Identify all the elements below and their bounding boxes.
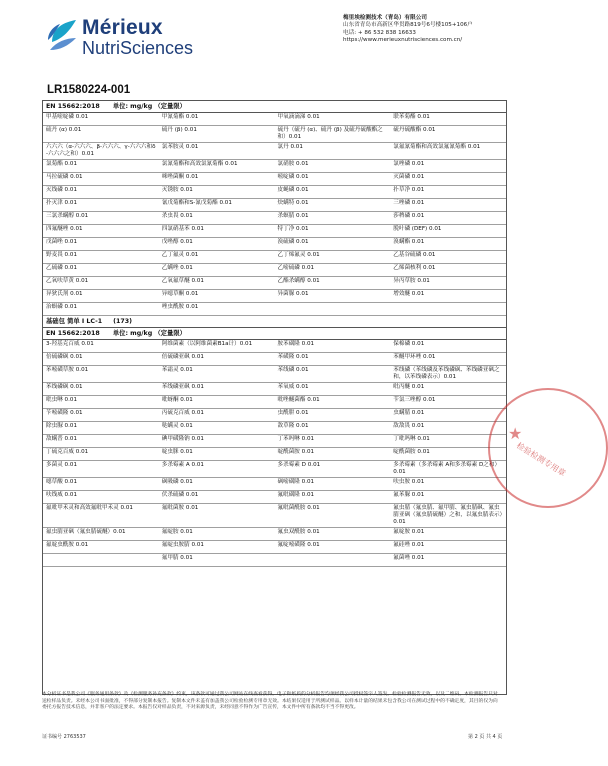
analyte-cell: 碘甲磺隆钠 0.01: [159, 435, 275, 448]
table-row: [43, 173, 506, 186]
analyte-cell: 异菌脲 0.01: [275, 290, 391, 303]
analyte-cell: 乙嘧硫磷 0.01: [275, 264, 391, 277]
analyte-cell: 异丙草胺 0.01: [390, 277, 506, 290]
analyte-cell: 灭锈胺 0.01: [159, 186, 275, 199]
table-row: [43, 251, 506, 264]
table-row: [43, 199, 506, 212]
package-count: (173): [113, 318, 133, 325]
table-row: [43, 478, 506, 491]
analyte-cell: 乙氧呋草黄 0.01: [43, 277, 159, 290]
analyte-cell: 硫丹（硫丹 (α)、硫丹 (β) 及硫丹硫酸酯之和）0.01: [275, 126, 391, 143]
analyte-cell: 苯线磷亚砜 0.01: [159, 383, 275, 396]
analyte-cell: 硫丹 (β) 0.01: [159, 126, 275, 143]
merieux-logo: [46, 14, 236, 62]
analyte-cell: 硫丹硫酸酯 0.01: [390, 126, 506, 143]
analyte-cell: 苯线磷（苯线磷及苯线磷砜、苯线磷亚砜之和，以苯线磷表示）0.01: [390, 366, 506, 383]
analyte-cell: 氯氰菊酯和高效氯氰菊酯 0.01: [159, 160, 275, 173]
analyte-cell: [390, 303, 506, 316]
stamp-text: 检验检测专用章: [514, 440, 568, 479]
analyte-cell: 甲氰菊酯 0.01: [159, 113, 275, 126]
analyte-cell: 乙硫磷 0.01: [43, 264, 159, 277]
analyte-cell: 氟菌唑 0.01: [390, 554, 506, 567]
analyte-cell: 啶虫脒 0.01: [159, 448, 275, 461]
analyte-cell: 3-羟基克百威 0.01: [43, 340, 159, 353]
analyte-cell: 苯线磷砜 0.01: [43, 383, 159, 396]
analyte-cell: 倍硫磷砜 0.01: [43, 353, 159, 366]
analyte-cell: 啶酰菌胺 0.01: [275, 448, 391, 461]
analyte-cell: 乙螨唑 0.01: [159, 264, 275, 277]
analyte-cell: 丁吡吗啉 0.01: [390, 435, 506, 448]
analyte-cell: 四氯硝基苯 0.01: [159, 225, 275, 238]
table-row: [43, 504, 506, 528]
analyte-cell: 阿维菌素（以阿维菌素B1a计）0.01: [159, 340, 275, 353]
analyte-cell: [275, 554, 391, 567]
analyte-cell: 乙基谷硫磷 0.01: [390, 251, 506, 264]
analyte-cell: 唑虫酰胺 0.01: [159, 303, 275, 316]
analyte-cell: 杀虫畏 0.01: [159, 212, 275, 225]
analyte-cell: 氟吡磺隆 0.01: [275, 491, 391, 504]
analyte-cell: 联苯菊酯 0.01: [390, 113, 506, 126]
logo-line1: Mérieux: [82, 16, 163, 39]
analyte-cell: 乙烯菌核利 0.01: [390, 264, 506, 277]
logo-line2: NutriSciences: [82, 38, 194, 58]
analyte-cell: 溴螨酯 0.01: [390, 238, 506, 251]
results-table: [42, 100, 507, 695]
analyte-cell: 丙硫克百威 0.01: [159, 409, 275, 422]
analyte-cell: 氟虫腈（氟虫腈、氟甲腈、氟虫腈砜、氟虫腈亚砜（氟虫腈硫醚）之和，以氟虫腈表示）0.01: [390, 504, 506, 528]
analyte-cell: 苯线磷 0.01: [275, 366, 391, 383]
analyte-cell: 氟虫腈亚砜（氟虫腈硫醚）0.01: [43, 528, 159, 541]
company-phone: 电话: + 86 532 838 16633: [343, 29, 416, 36]
analyte-cell: [43, 554, 159, 567]
analyte-cell: 噁草酸 0.01: [43, 478, 159, 491]
analyte-cell: 增效醚 0.01: [390, 290, 506, 303]
analyte-cell: 戊唑醇 0.01: [159, 238, 275, 251]
analyte-cell: 乙丁氟灵 0.01: [159, 251, 275, 264]
analyte-cell: 啶酰菌胺 0.01: [390, 448, 506, 461]
analyte-cell: 敌草隆 0.01: [275, 422, 391, 435]
analyte-cell: 吡虫啉 0.01: [43, 396, 159, 409]
analyte-cell: 氟苯脲 0.01: [390, 491, 506, 504]
analyte-cell: 异噁草酮 0.01: [159, 290, 275, 303]
analyte-cell: 异狄氏剂 0.01: [43, 290, 159, 303]
analyte-cell: 砜吸磷 0.01: [159, 478, 275, 491]
analyte-cell: 多杀霉素 D 0.01: [275, 461, 391, 478]
analyte-cell: 苯霜灵 0.01: [159, 366, 275, 383]
table-row: [43, 422, 506, 435]
analyte-cell: 氟吡菌胺 0.01: [159, 504, 275, 528]
analyte-cell: 乙丁烯氟灵 0.01: [275, 251, 391, 264]
analyte-cell: 马拉硫磷 0.01: [43, 173, 159, 186]
table-row: [43, 126, 506, 143]
analyte-cell: 苯磺隆 0.01: [275, 353, 391, 366]
table-row: [43, 212, 506, 225]
analyte-cell: 氟啶嘧磺隆 0.01: [275, 541, 391, 554]
analyte-cell: 氯菊酯 0.01: [43, 160, 159, 173]
table-row: [43, 541, 506, 554]
analyte-cell: 虫酰肼 0.01: [275, 409, 391, 422]
analyte-cell: [275, 303, 391, 316]
analyte-cell: 氟虫双酰胺 0.01: [275, 528, 391, 541]
analyte-cell: 吡蚜酮 0.01: [159, 396, 275, 409]
table-row: [43, 290, 506, 303]
analyte-cell: 丁硫克百威 0.01: [43, 448, 159, 461]
analyte-cell: 多杀霉素 A 0.01: [159, 461, 275, 478]
analyte-cell: 氯苯胺灵 0.01: [159, 143, 275, 160]
analyte-cell: 虫螨腈 0.01: [390, 409, 506, 422]
footnote: 本分析证书是我公司《服务通用条款》及《检测服务补充条款》约束，该条款可通过我公司网站在线查看获得。电子和纸质的分析报告均须经我公司授权签字人签发。检验检测报告无效，以及二维码。本检测报告只对送检样品负责。未经本公司书面批准，不得部分复制本报告。复制本文件未盖有加盖我公司检验检测专用章无效。本结果仅适用于所测试样品。以样本计量的结果未包含我公司在测试过程中的不确定度，其目的仅为向委托方报告技术信息，并非客户的法定要求。本报告仅对样品负责，不对来源负责，未经同意不得作为广告宣传，本文件中所有条款均不当不得更改。: [42, 692, 498, 711]
analyte-cell: 呋线威 0.01: [43, 491, 159, 504]
analyte-cell: 扑草净 0.01: [390, 186, 506, 199]
certificate-number: 证书编号 2763537: [42, 734, 86, 740]
analyte-cell: 灭线磷 0.01: [43, 186, 159, 199]
table-row: [43, 186, 506, 199]
analyte-cell: 砜嘧磺隆 0.01: [275, 478, 391, 491]
table-row: [43, 238, 506, 251]
analyte-cell: 炔螨特 0.01: [275, 199, 391, 212]
analyte-cell: 苯嘧磺草胺 0.01: [43, 366, 159, 383]
analyte-cell: 保棉磷 0.01: [390, 340, 506, 353]
analyte-cell: 四氟醚唑 0.01: [43, 225, 159, 238]
table-row: [43, 554, 506, 567]
analyte-cell: 氰戊菊酯和S-氰戊菊酯 0.01: [159, 199, 275, 212]
analyte-cell: 皮蝇磷 0.01: [275, 186, 391, 199]
analyte-cell: 氟甲腈 0.01: [159, 554, 275, 567]
table-row: [43, 491, 506, 504]
table-row: [43, 303, 506, 316]
analyte-cell: 溴硫磷 0.01: [275, 238, 391, 251]
analyte-cell: 氯丹 0.01: [275, 143, 391, 160]
section-header-row: [43, 101, 506, 113]
analyte-cell: 氟啶胺 0.01: [159, 528, 275, 541]
page-number: 第 2 页 共 4 页: [468, 734, 503, 740]
analyte-cell: 伏杀硫磷 0.01: [159, 491, 275, 504]
company-address: 山东省青岛市高新区华贯路819号6号楼105+106户: [343, 22, 473, 29]
table-row: [43, 448, 506, 461]
analyte-cell: 咪唑菌酮 0.01: [159, 173, 275, 186]
table-row: [43, 160, 506, 173]
analyte-cell: 氟吡甲禾灵和高效氟吡甲禾灵 0.01: [43, 504, 159, 528]
company-name: 梅里埃检测技术（青岛）有限公司: [343, 15, 427, 21]
analyte-cell: 苄嘧磺隆 0.01: [43, 409, 159, 422]
analyte-cell: 多菌灵 0.01: [43, 461, 159, 478]
logo-mark-icon: [46, 16, 80, 56]
analyte-cell: 苯氧威 0.01: [275, 383, 391, 396]
analyte-cell: 扑灭津 0.01: [43, 199, 159, 212]
table-row: [43, 461, 506, 478]
table-row: [43, 409, 506, 422]
unit-label: 单位: mg/kg （定量限）: [112, 103, 186, 110]
analyte-cell: 敌敌畏 0.01: [390, 422, 506, 435]
analyte-cell: 莎稗磷 0.01: [390, 212, 506, 225]
analyte-cell: 苄氯三唑醇 0.01: [390, 396, 506, 409]
analyte-cell: 甲基嘧啶磷 0.01: [43, 113, 159, 126]
analyte-cell: 灭菌磷 0.01: [390, 173, 506, 186]
company-info: [343, 15, 473, 45]
analyte-cell: 氟啶胺 0.01: [390, 528, 506, 541]
analyte-cell: 治螟磷 0.01: [43, 303, 159, 316]
analyte-cell: 戊菌唑 0.01: [43, 238, 159, 251]
analyte-cell: 硫丹 (α) 0.01: [43, 126, 159, 143]
table-row: [43, 277, 506, 290]
analyte-cell: 杀螟腈 0.01: [275, 212, 391, 225]
analyte-cell: 脱叶磷 (DEF) 0.01: [390, 225, 506, 238]
table-row: [43, 366, 506, 383]
table-row: [43, 396, 506, 409]
table-row: [43, 435, 506, 448]
analyte-cell: 吡丙醚 0.01: [390, 383, 506, 396]
table-row: [43, 225, 506, 238]
analyte-cell: 氟啶虫酰胺 0.01: [43, 541, 159, 554]
analyte-cell: 氯硝胺 0.01: [275, 160, 391, 173]
table-row: [43, 113, 506, 126]
analyte-cell: 胺苯磺隆 0.01: [275, 340, 391, 353]
analyte-cell: 乙酯杀螨醇 0.01: [275, 277, 391, 290]
analyte-cell: 嘧啶磷 0.01: [275, 173, 391, 186]
analyte-cell: 六六六（α-六六六、β-六六六、γ-六六六和δ-六六六之和）0.01: [43, 143, 159, 160]
star-icon: ★: [508, 424, 523, 443]
inspection-stamp: [488, 388, 608, 508]
method-standard: EN 15662:2018: [46, 103, 100, 110]
analyte-cell: 乙氧氟草醚 0.01: [159, 277, 275, 290]
company-website: https://www.merieuxnutrisciences.com.cn/: [343, 37, 463, 44]
analyte-cell: 倍硫磷亚砜 0.01: [159, 353, 275, 366]
analyte-cell: 哒螨灵 0.01: [159, 422, 275, 435]
analyte-cell: 野麦畏 0.01: [43, 251, 159, 264]
table-row: [43, 383, 506, 396]
table-row: [43, 264, 506, 277]
analyte-cell: 苯醚甲环唑 0.01: [390, 353, 506, 366]
analyte-cell: 甲氧滴滴涕 0.01: [275, 113, 391, 126]
analyte-cell: 氟硅唑 0.01: [390, 541, 506, 554]
analyte-cell: 氯氟氰菊酯和高效氯氟氰菊酯 0.01: [390, 143, 506, 160]
analyte-cell: 多杀霉素（多杀霉素 A和多杀霉素 D之和）0.01: [390, 461, 506, 478]
analyte-cell: 特丁净 0.01: [275, 225, 391, 238]
method-standard: EN 15662:2018: [46, 330, 100, 337]
section-header-row: [43, 328, 506, 340]
analyte-cell: 氟啶虫胺腈 0.01: [159, 541, 275, 554]
package-label: 基础包 简单 I LC-1: [46, 318, 103, 325]
table-row: [43, 143, 506, 160]
analyte-cell: 三氯杀螨醇 0.01: [43, 212, 159, 225]
table-row: [43, 340, 506, 353]
report-number: LR1580224-001: [47, 84, 131, 96]
analyte-cell: 氟吡菌酰胺 0.01: [275, 504, 391, 528]
unit-label: 单位: mg/kg （定量限）: [112, 330, 186, 337]
table-row: [43, 528, 506, 541]
analyte-cell: 氯唑磷 0.01: [390, 160, 506, 173]
analyte-cell: 呋虫胺 0.01: [390, 478, 506, 491]
package-row: [43, 316, 506, 328]
table-row: [43, 353, 506, 366]
analyte-cell: 吡唑醚菌酯 0.01: [275, 396, 391, 409]
analyte-cell: 三唑磷 0.01: [390, 199, 506, 212]
analyte-cell: 敌螨普 0.01: [43, 435, 159, 448]
analyte-cell: 丁苯吗啉 0.01: [275, 435, 391, 448]
analyte-cell: 除虫脲 0.01: [43, 422, 159, 435]
